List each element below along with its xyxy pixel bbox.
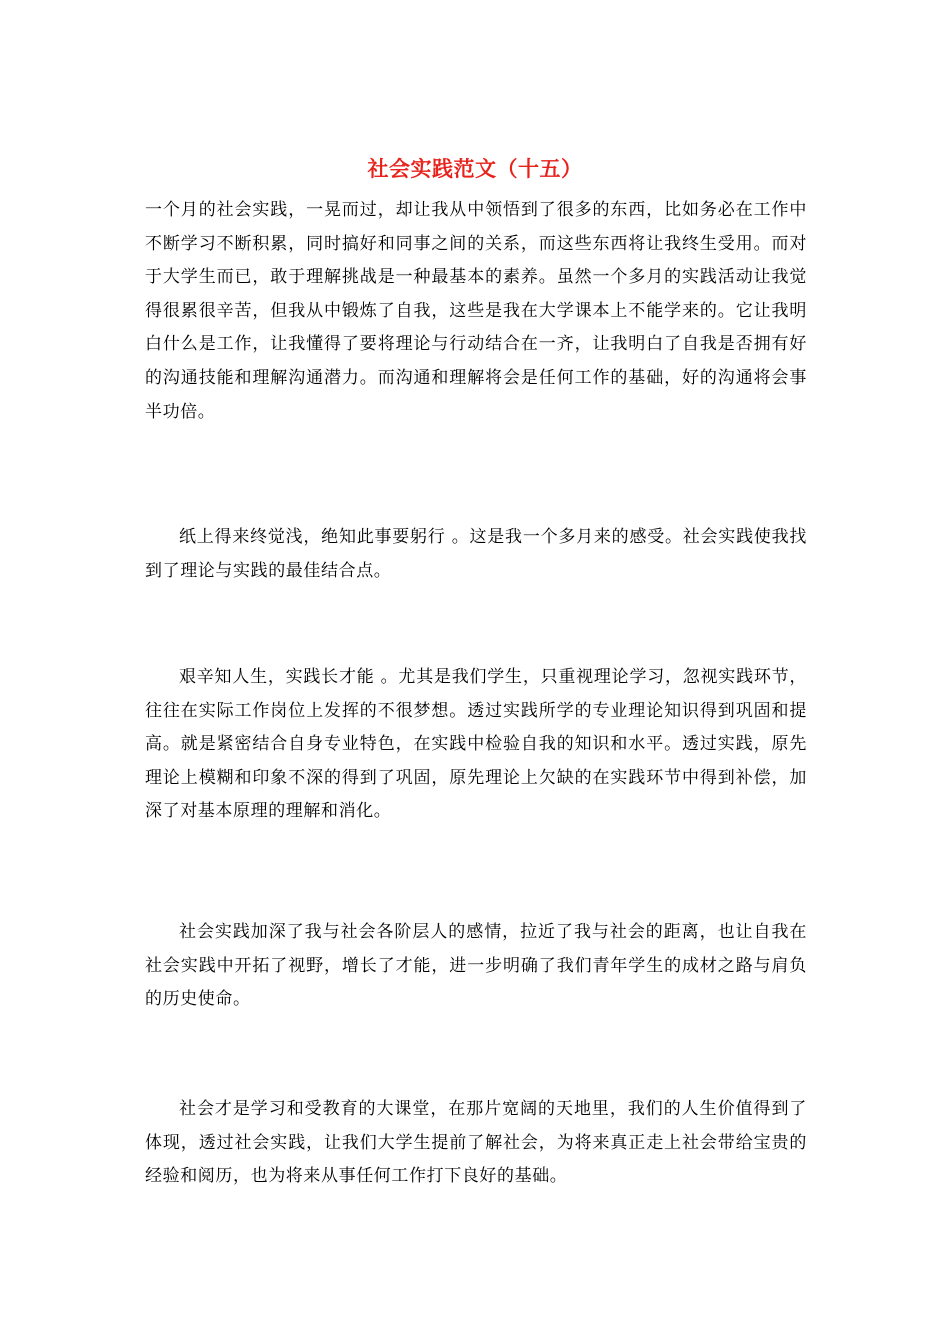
body-paragraph-5: 社会才是学习和受教育的大课堂，在那片宽阔的天地里，我们的人生价值得到了体现，透过社会实践，让我们大学生提前了解社会，为将来真正走上社会带给宝贵的经验和阅历，也为将来从事任何工作打下良好的基础。 [145,1099,807,1187]
body-paragraph-3: 艰辛知人生，实践长才能 。尤其是我们学生，只重视理论学习，忽视实践环节，往往在实际工作岗位上发挥的不很梦想。透过实践所学的专业理论知识得到巩固和提高。就是紧密结合自身专业特色，在实践中检验自我的知识和水平。透过实践，原先理论上模糊和印象不深的得到了巩固，原先理论上欠缺的在实践环节中得到补偿，加深了对基本原理的理解和消化。 [145,667,807,822]
body-paragraph-2: 纸上得来终觉浅，绝知此事要躬行 。这是我一个多月来的感受。社会实践使我找到了理论与实践的最佳结合点。 [145,527,807,581]
document-title: 社会实践范文（十五） [367,156,583,181]
body-paragraph-1: 一个月的社会实践，一晃而过，却让我从中领悟到了很多的东西，比如务必在工作中不断学习不断积累，同时搞好和同事之间的关系，而这些东西将让我终生受用。而对于大学生而已，敢于理解挑战是一种最基本的素养。虽然一个多月的实践活动让我觉得很累很辛苦，但我从中锻炼了自我，这些是我在大学课本上不能学来的。它让我明白什么是工作，让我懂得了要将理论与行动结合在一齐，让我明白了自我是否拥有好的沟通技能和理解沟通潜力。而沟通和理解将会是任何工作的基础，好的沟通将会事半功倍。 [145,200,807,422]
body-paragraph-4: 社会实践加深了我与社会各阶层人的感情，拉近了我与社会的距离，也让自我在社会实践中开拓了视野，增长了才能，进一步明确了我们青年学生的成材之路与肩负的历史使命。 [145,922,807,1010]
